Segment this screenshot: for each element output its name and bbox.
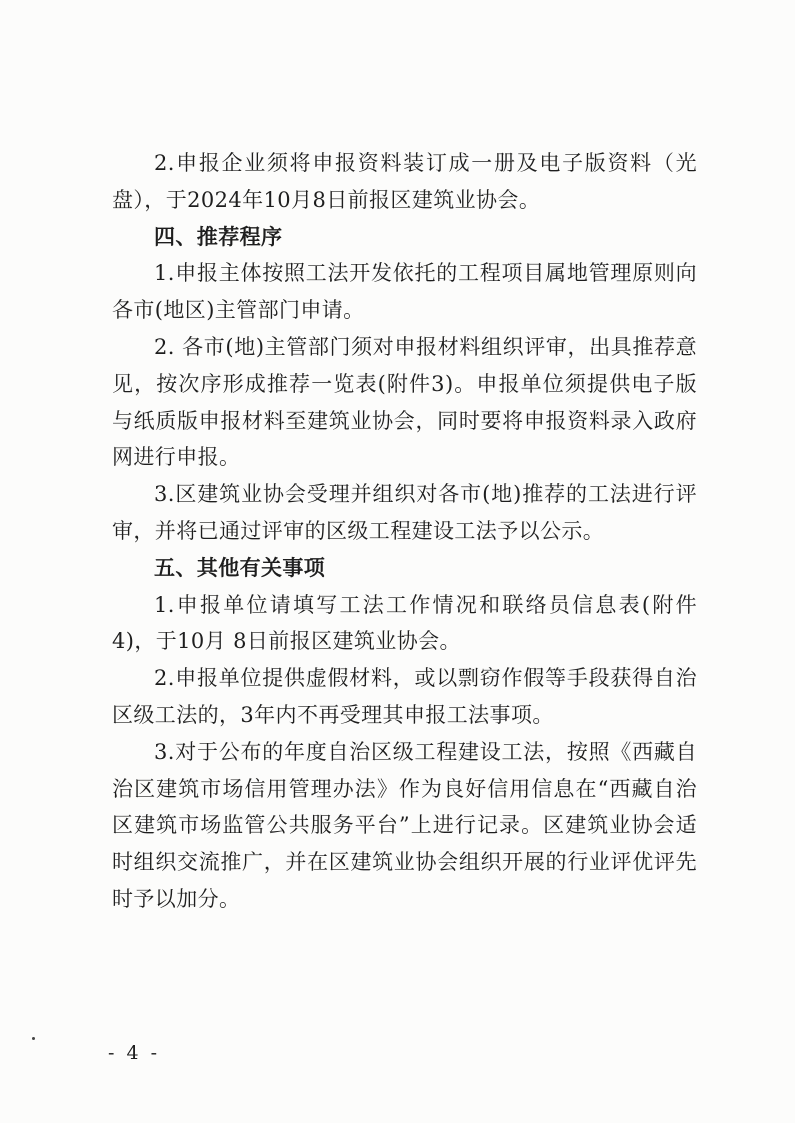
page-number: - 4 - (108, 1042, 161, 1064)
paragraph-submission-deadline: 2.申报企业须将申报资料装订成一册及电子版资料（光盘），于2024年10月8日前报区建筑业协会。 (112, 151, 697, 212)
paragraph-matters-2: 2.申报单位提供虚假材料，或以剽窃作假等手段获得自治区级工法的，3年内不再受理其申报工法事项。 (112, 666, 697, 727)
scan-speck (32, 1037, 35, 1040)
paragraph-procedure-3: 3.区建筑业协会受理并组织对各市(地)推荐的工法进行评审，并将已通过评审的区级工程建设工法予以公示。 (112, 482, 697, 543)
paragraph-matters-3: 3.对于公布的年度自治区级工程建设工法，按照《西藏自治区建筑市场信用管理办法》作为良好信用信息在“西藏自治区建筑市场监管公共服务平台”上进行记录。区建筑业协会适时组织交流推广，并在区建筑业协会组织开展的行业评优评先时予以加分。 (112, 739, 697, 911)
section-heading-recommendation-procedure: 四、推荐程序 (154, 224, 283, 249)
paragraph-matters-1: 1.申报单位请填写工法工作情况和联络员信息表(附件4)，于10月 8日前报区建筑业协会。 (112, 592, 697, 654)
document-body (112, 145, 697, 918)
paragraph-procedure-2: 2. 各市(地)主管部门须对申报材料组织评审，出具推荐意见，按次序形成推荐一览表(附件3)。申报单位须提供电子版与纸质版申报材料至建筑业协会，同时要将申报资料录入政府网进行申报。 (112, 334, 697, 470)
paragraph-procedure-1: 1.申报主体按照工法开发依托的工程项目属地管理原则向各市(地区)主管部门申请。 (112, 261, 697, 323)
section-heading-other-matters: 五、其他有关事项 (154, 555, 326, 580)
